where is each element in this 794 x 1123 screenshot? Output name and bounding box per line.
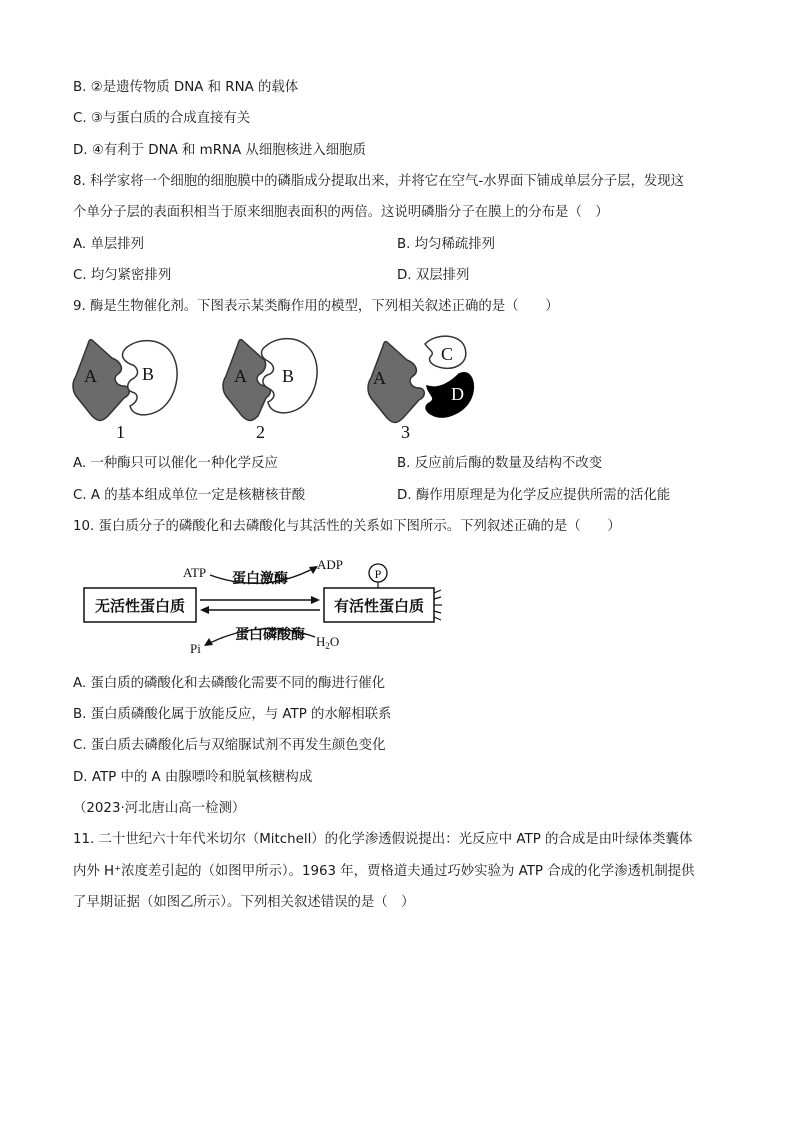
label-c3: C <box>441 344 454 364</box>
active-site-ticks <box>434 590 442 620</box>
question-8-option-c: C. 均匀紧密排列 <box>73 268 172 283</box>
question-10-stem: 10. 蛋白质分子的磷酸化和去磷酸化与其活性的关系如下图所示。下列叙述正确的是（ ） <box>73 519 621 534</box>
label-a1: A <box>84 366 97 386</box>
label-b1: B <box>142 364 155 384</box>
question-10-option-b: B. 蛋白质磷酸化属于放能反应，与 ATP 的水解相联系 <box>73 707 392 722</box>
caption-1: 1 <box>116 422 125 442</box>
phosphorylation-figure <box>80 555 450 660</box>
question-11-stem-3: 了早期证据（如图乙所示）。下列相关叙述错误的是（ ） <box>73 895 415 910</box>
label-a3: A <box>373 368 386 388</box>
water-label: $H_2O$ <box>316 634 340 651</box>
phosphatase-label: 蛋白磷酸酶 <box>235 627 305 643</box>
question-11-stem-2: 内外 H⁺浓度差引起的（如图甲所示）。1963 年，贾格道夫通过巧妙实验为 ATP 合成的化学渗透机制提供 <box>73 864 695 879</box>
question-8-option-d: D. 双层排列 <box>397 268 470 283</box>
question-9-option-d: D. 酶作用原理是为化学反应提供所需的活化能 <box>397 488 671 503</box>
enzyme-model-2 <box>223 339 317 442</box>
inactive-protein-label: 无活性蛋白质 <box>94 597 186 615</box>
enzyme-model-3 <box>368 336 473 442</box>
source-note: （2023·河北唐山高一检测） <box>73 801 246 816</box>
caption-2: 2 <box>256 422 265 442</box>
active-protein-label: 有活性蛋白质 <box>333 597 425 615</box>
label-a2: A <box>234 366 247 386</box>
phosphate-label: P <box>374 567 382 581</box>
line-b-option-prev: B. ②是遗传物质 DNA 和 RNA 的载体 <box>73 80 299 95</box>
product-d-shape <box>426 373 473 417</box>
kinase-label: 蛋白激酶 <box>232 571 288 587</box>
line-c-option-prev: C. ③与蛋白质的合成直接有关 <box>73 111 251 126</box>
label-d3: D <box>451 384 464 404</box>
line-d-option-prev: D. ④有利于 DNA 和 mRNA 从细胞核进入细胞质 <box>73 143 366 158</box>
question-10-option-c: C. 蛋白质去磷酸化后与双缩脲试剂不再发生颜色变化 <box>73 738 386 753</box>
question-9-option-a: A. 一种酶只可以催化一种化学反应 <box>73 456 278 471</box>
question-8-option-b: B. 均匀稀疏排列 <box>397 237 496 252</box>
label-b2: B <box>282 366 295 386</box>
question-9-option-b: B. 反应前后酶的数量及结构不改变 <box>397 456 603 471</box>
enzyme-model-figure <box>70 330 510 445</box>
enzyme-model-1 <box>73 340 177 442</box>
question-8-option-a: A. 单层排列 <box>73 237 144 252</box>
question-9-option-c: C. A 的基本组成单位一定是核糖核苷酸 <box>73 488 306 503</box>
caption-3: 3 <box>401 422 410 442</box>
question-11-stem-1: 11. 二十世纪六十年代米切尔（Mitchell）的化学渗透假说提出：光反应中 ATP 的合成是由叶绿体类囊体 <box>73 832 693 847</box>
enzyme-a-shape <box>73 340 129 421</box>
atp-label: ATP <box>183 565 207 580</box>
question-10-option-d: D. ATP 中的 A 由腺嘌呤和脱氧核糖构成 <box>73 770 313 785</box>
question-8-stem-1: 8. 科学家将一个细胞的细胞膜中的磷脂成分提取出来，并将它在空气-水界面下铺成单层分子层，发现这 <box>73 174 685 189</box>
question-9-stem: 9. 酶是生物催化剂。下图表示某类酶作用的模型，下列相关叙述正确的是（ ） <box>73 299 559 314</box>
question-8-stem-2: 个单分子层的表面积相当于原来细胞表面积的两倍。这说明磷脂分子在膜上的分布是（ ） <box>73 205 609 220</box>
pi-label: Pi <box>190 641 201 656</box>
adp-label: ADP <box>317 557 344 572</box>
question-10-option-a: A. 蛋白质的磷酸化和去磷酸化需要不同的酶进行催化 <box>73 676 386 691</box>
